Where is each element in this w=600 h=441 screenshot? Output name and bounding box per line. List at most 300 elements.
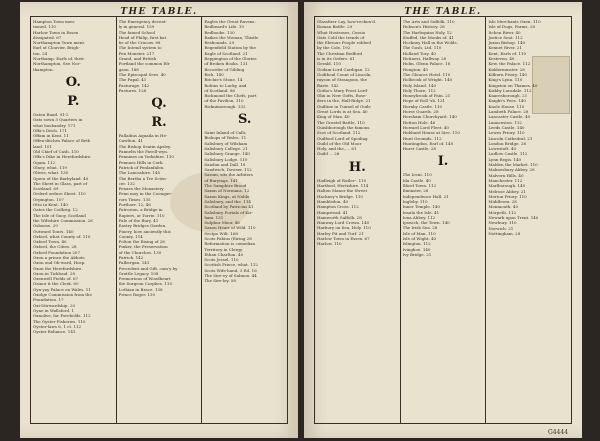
section-letter: P. — [67, 93, 80, 109]
index-entry: Horsham Churchyard. 140 — [402, 114, 457, 120]
index-entry: Honeybrook of Pain. 21 — [402, 93, 451, 99]
index-entry: Marlborough. 140 — [488, 183, 526, 189]
index-entry: Hanway Lord Crown. 140 — [317, 220, 370, 226]
index-entry: Ipswich, the Town. 140 — [402, 220, 450, 226]
index-entry: Malden the Market. 110 — [488, 162, 538, 168]
index-entry: Rapiers, at Torrie. 110 — [118, 212, 165, 218]
left-page — [20, 2, 298, 438]
entries-top — [317, 19, 398, 157]
index-entry: Precedent and Gift, com'y by — [118, 265, 178, 271]
index-entry: Kennet River. 21 — [488, 45, 523, 51]
index-entry: Inner Temple. 140 — [402, 204, 440, 210]
section-letter: I. — [437, 154, 449, 170]
index-entry: Ivy Bridge. 21 — [402, 251, 432, 257]
left-col-2 — [117, 17, 203, 423]
index-entry: Oates the Coilbrig. 12 — [33, 207, 78, 213]
index-entry: Halton Manor the Street — [317, 188, 368, 194]
index-entry: Guild ... 28 — [317, 151, 340, 157]
index-entry: Orpington. 107 — [33, 196, 64, 202]
right-page-frame — [314, 7, 572, 424]
index-entry: Great Lords is at Sea. 40 — [317, 109, 368, 115]
index-entry: Saxon Heart of Wild. 110 — [204, 225, 256, 231]
index-entry: thampton. — [33, 66, 54, 72]
index-entry: The Episcopal Sees. 40 — [118, 71, 166, 77]
entries-bottom — [488, 162, 569, 236]
index-entry: Newbury. 110 — [488, 220, 517, 226]
index-entry: what husbandry. 171 — [33, 122, 76, 128]
index-entry: Salisbury of Wilsham — [204, 140, 248, 146]
index-entry: Hongton. 40 — [402, 66, 428, 72]
index-entry: Hotinest, Hallway. 28 — [402, 56, 447, 62]
index-entry: Horse Guards. 28 — [402, 109, 439, 115]
index-entry: The Samphire Brood — [204, 183, 247, 189]
index-entry: Pannelts the Pavell-wyn. — [118, 149, 169, 155]
index-entry: Hamworth Suffolk. 28 — [317, 214, 362, 220]
index-entry: Merton Priory. 110 — [488, 193, 527, 199]
index-entry: Hurst Castle. 28 — [402, 146, 436, 152]
index-entry: Hockney Hall in the Wolds. — [402, 40, 458, 46]
index-entry: Pennines on Yorkshire. 110 — [118, 154, 174, 160]
index-entry: Oyster Reliance. 141 — [33, 329, 76, 335]
index-entry: Head of Philip, first bat — [118, 34, 167, 40]
index-entry: Lincoln Cathedral. 21 — [488, 135, 533, 141]
index-entry: Howard Lord Fleet. 40 — [402, 124, 449, 130]
index-entry: Oats Cold the trends of — [317, 34, 365, 40]
index-entry: Pinker, the Preservation — [118, 244, 168, 250]
left-page-frame — [30, 7, 288, 424]
left-col-3 — [202, 17, 287, 423]
index-entry: Gerald. 110 — [317, 61, 341, 67]
index-entry: Opera of the Barbyland. 40 — [33, 175, 89, 181]
index-entry: Grand, and British — [118, 56, 157, 62]
index-entry: The famed School — [118, 29, 156, 35]
index-entry: Hampstead. 41 — [317, 209, 348, 215]
index-entry: Kesteven. 40 — [488, 56, 515, 62]
index-entry: Patrorion, a Bridge in — [118, 207, 163, 213]
index-entry: Middlesex. 28 — [488, 199, 517, 205]
index-entry: Redbeard's Life. 19 — [204, 24, 244, 30]
index-entry: Scots Fabius (Eiring 28 — [204, 235, 252, 241]
index-entry: Guisbborough the famous — [317, 124, 370, 130]
index-entry: of the Pavilion. 110 — [204, 98, 244, 104]
index-entry: tioned. 110 — [33, 24, 56, 30]
entries-top — [403, 19, 484, 151]
index-entry: The Sire-ey of Salmon. 44 — [204, 273, 257, 279]
index-entry: Porthorr. 12, 46 — [118, 202, 151, 208]
index-entry: Scotland. 69 — [33, 186, 59, 192]
index-entry: Saint Inland of Calls — [204, 130, 246, 136]
index-entry: The Glouces Hotel. 110 — [402, 71, 451, 77]
index-entry: Territory in Clergy. — [204, 246, 243, 252]
index-entry: Regenfield Station by the — [204, 45, 256, 51]
index-entry: Malmesbury Abbey. 28 — [488, 167, 535, 173]
index-entry: Saxon Kings, at Noble — [204, 193, 250, 199]
index-entry: Isle of Man. 110 — [402, 230, 436, 236]
index-entry: Hope of Roll 'sh. 131 — [402, 98, 446, 104]
index-entry: Kidderminster. 28 — [488, 66, 525, 72]
index-entry: Launceston. 112 — [488, 119, 522, 125]
index-entry: ly in general. 159 — [118, 24, 155, 30]
index-entry: Patrick. 142 — [118, 254, 144, 260]
index-entry: Offa's Dike in Herefordshire. — [33, 154, 92, 160]
index-entry: The Papal. 41 — [118, 77, 147, 83]
index-entry: Isle of Dogs, Farms. 28 — [488, 24, 536, 30]
index-entry: Knole House. 110 — [488, 103, 525, 109]
index-entry: Leeds Castle. 140 — [488, 124, 525, 130]
index-entry: Earl of Clouvier, Brigh- — [33, 45, 80, 51]
index-entry: The Christian Bedford — [317, 50, 363, 56]
index-entry: Orderd ordure Sheet. 110 — [33, 191, 86, 197]
index-entry: Raikes the Woman, Thistle — [204, 34, 259, 40]
index-entry: Scottish Prince, what. 112 — [204, 262, 258, 268]
index-entry: dissipated. 67 — [33, 34, 62, 40]
index-entry: rayson of Strangons, the — [317, 77, 367, 83]
index-entry: Oxon the Herefordshire. — [33, 265, 83, 271]
index-entry: The Sheet in Glass, part of — [33, 180, 88, 186]
index-entry: Eagle of Scotland. 21 — [204, 50, 248, 56]
index-entry: The Oyster Fisheries. 110 — [33, 318, 86, 324]
index-entry: Pasturage. 142 — [118, 82, 150, 88]
index-entry: Gotho's Mary Prest Lord- — [317, 87, 369, 93]
index-entry: of Broken Books. 131 — [204, 61, 248, 67]
right-col-1 — [315, 17, 401, 423]
index-entry: Scot of Scotland. 112 — [317, 130, 361, 136]
index-entry: Oxenwell Fields of. 67 — [33, 276, 79, 282]
index-entry: Lancaster Castle. 40 — [488, 114, 531, 120]
index-entry: Itchen River. 40 — [488, 29, 521, 35]
index-entry: Old Chief of Cash. 110 — [33, 149, 79, 155]
index-entry: gaon. 188 — [118, 66, 139, 72]
index-entry: Guilford Lord of Spoiling — [317, 135, 368, 141]
index-entry: Ludlow Castle. 112 — [488, 151, 528, 157]
index-entry: Cawlton. 41 — [118, 138, 144, 144]
index-entry: Penaes the Monastery — [118, 186, 164, 192]
index-entry: Lewes Priory. 110 — [488, 130, 525, 136]
index-entry: rors Times. 135 — [118, 196, 151, 202]
index-entry: Holm, Glenn Palace. 18 — [402, 61, 451, 67]
index-entry: is in its Orders. 61 — [317, 56, 355, 62]
index-entry: Eastry Bridges Garden. — [118, 223, 167, 229]
index-entry: Richmond the Chefs, part — [204, 93, 257, 99]
index-entry: County. 114 — [118, 233, 143, 239]
index-entry: by the Cole. 192 — [317, 45, 351, 51]
index-entry: King's Lynn. 110 — [488, 77, 523, 83]
index-entry: Nottingham. 28 — [488, 230, 521, 236]
index-entry: Isle of Wight. 40 — [402, 235, 437, 241]
index-entry: Guild of the Old Moor — [317, 140, 362, 146]
index-entry: Bishops of Wales. 11 — [204, 135, 247, 141]
index-entry: The Lancashire. 145 — [118, 170, 161, 176]
index-entry: Patrick of Penlanfalen. — [118, 164, 165, 170]
index-entry: Robins to Lucky, and — [204, 82, 247, 88]
index-entry: Juxon Bishop. 140 — [488, 40, 526, 46]
index-entry: Ingleby. 110 — [402, 198, 428, 204]
index-entry: Hampton Cross. 112 — [317, 204, 359, 210]
index-entry: Foundation. 17 — [33, 297, 64, 303]
index-entry: The Sire-ley. 58 — [204, 278, 236, 284]
index-entry: Newark upon Trent. 140 — [488, 214, 539, 220]
index-entry: Iona Abbey. 112 — [402, 214, 436, 220]
index-entry: Oxnolive, for Foreholds. 112 — [33, 313, 91, 319]
index-entry: Oyster-laws 6, 1 ct. 112 — [33, 323, 82, 329]
index-entry: Holy, and the,.... 61 — [317, 146, 357, 152]
index-entry: Olin in New Gofts, Rose- — [317, 93, 367, 99]
index-entry: of the Churches. 130 — [118, 249, 162, 255]
index-entry: Ricknimerough. 132 — [204, 103, 246, 109]
index-entry: Melrose Abbey. 21 — [488, 188, 526, 194]
index-entry: Stuffed, the Monks of. 41 — [402, 34, 454, 40]
index-entry: Portland the common Eli- — [118, 61, 171, 67]
section-letter: S. — [237, 112, 252, 128]
letters — [33, 75, 114, 110]
right-col-2 — [401, 17, 487, 423]
index-entry: Oats sown 3 Quarters in — [33, 117, 83, 123]
index-entry: of Scotland. 86 — [204, 87, 235, 93]
index-entry: Holbrook of Wright. 140 — [402, 77, 453, 83]
index-entry: The Bertha a Tre Scien- — [118, 175, 168, 181]
index-entry: Knight's Fees. 140 — [488, 98, 526, 104]
index-entry: Knaresborough. 21 — [488, 93, 528, 99]
index-entry: Pinery, how anciently this — [118, 228, 171, 234]
index-entry: Penn moy in the Coonque- — [118, 191, 172, 197]
left-page-header: THE TABLE. — [120, 7, 198, 17]
index-entry: Lothian in Brace. 138 — [118, 286, 163, 292]
index-entry: Hampton Town men- — [33, 19, 76, 24]
index-entry: Pastures. 128 — [118, 87, 147, 93]
index-entry: Sulphur Moor. 46 — [204, 220, 240, 226]
index-entry: Baste. 142 — [317, 82, 339, 88]
index-entry: King of Man. 40 — [317, 114, 350, 120]
index-entry: Lowestoft. 40 — [488, 146, 516, 152]
index-entry: What Hostesses, Cessio — [317, 29, 366, 35]
index-entry: Scots Jessel, 110 — [204, 257, 239, 263]
entries-bottom — [317, 178, 398, 247]
index-entry: Kent, Earls of. 110 — [488, 50, 527, 56]
index-entry: Recorder of Gilding — [204, 66, 245, 72]
index-entry: Grattle Legacy. 108 — [118, 270, 159, 276]
index-entry: Eagles the Great Ravens. — [204, 19, 256, 24]
letters — [403, 154, 484, 170]
index-entry: Hackney's Bridge. 110 — [317, 193, 363, 199]
index-entry: Saxon of Normans. 12 — [204, 188, 250, 194]
index-entry: Roman Battle. 29 — [317, 24, 353, 30]
index-entry: Morpeth. 112 — [488, 209, 517, 215]
index-entry: Oxford, the Cities. 28 — [33, 244, 77, 250]
index-entry: Justice Seat. 112 — [488, 34, 523, 40]
index-entry: Harlow. 110 — [317, 241, 342, 247]
entries-top — [119, 19, 200, 93]
index-entry: ton. 24 — [33, 50, 48, 56]
index-entry: Hadleigh of Rutler-. 110 — [317, 177, 367, 183]
index-entry: Salisbury Grange. 140 — [204, 151, 250, 157]
index-entry: Resbounds. 29 — [204, 40, 235, 46]
index-entry: Oaten Ruad. 91-2 — [33, 111, 69, 117]
entries-bottom — [33, 112, 114, 334]
index-entry: Sandwich, Dowser. 112 — [204, 167, 252, 173]
right-col-3 — [486, 17, 571, 423]
index-entry: Redbooke. 130 — [204, 29, 235, 35]
index-entry: Ozinor it the Clerk. 60 — [33, 281, 79, 287]
index-entry: Ida Castle. 40 — [402, 177, 431, 183]
index-entry: be of the Cracow. 88 — [118, 40, 161, 46]
index-entry: Kirkby Lonsdale. 112 — [488, 87, 532, 93]
index-entry: Hubbard House at Sire. 110 — [402, 130, 460, 136]
index-entry: ders in the, Hall-Ridge. 21 — [317, 98, 371, 104]
index-entry: Harbury on Sea, Holy. 110 — [317, 225, 371, 231]
index-entry: Hambledon. 40 — [317, 198, 349, 204]
index-entry: Glassfirer Lay, how-reckon'd. — [317, 19, 377, 24]
index-entry: of Buryings. 141 — [204, 177, 238, 183]
index-entry: Hotton Hole. 46 — [402, 119, 436, 125]
index-entry: The Intend system to — [118, 45, 162, 51]
index-entry: Ogam. 112 — [33, 159, 56, 165]
entries-top — [488, 19, 569, 162]
entries-bottom — [119, 133, 200, 297]
index-entry: Norwich. 21 — [488, 225, 514, 231]
index-entry: Hornby Castle. 110 — [402, 103, 443, 109]
index-entry: Rich. 140 — [204, 71, 224, 77]
index-entry: Insula the Isle. 41 — [402, 209, 440, 215]
section-letter: O. — [65, 74, 81, 90]
index-entry: land. 101 — [33, 143, 52, 149]
index-entry: Oxolge Commission from the — [33, 292, 92, 298]
entries-bottom — [403, 172, 484, 257]
index-entry: Salisbury College. 21 — [204, 145, 248, 151]
index-entry: Kingston on Thames. 40 — [488, 82, 538, 88]
index-entry: Godam-Lord Cardigan. 12 — [317, 66, 370, 72]
index-entry: Oyn-yay Palace on Wales. 11 — [33, 286, 91, 292]
index-entry: Kew, the Palace. 112 — [488, 61, 531, 67]
index-entry: The Bishop Seatin Apsley. — [118, 143, 172, 149]
index-entry: the Wiltshire Commission. 26 — [33, 217, 93, 223]
index-entry: Manchester. 112 — [488, 177, 523, 183]
entries-top — [33, 19, 114, 72]
index-entry: Scotland by Patricias 41 — [204, 204, 254, 210]
index-entry: Oxon a prince the Abbots — [33, 254, 85, 260]
index-entry: The Emergency decent- — [118, 19, 167, 24]
index-entry: Holy Island. 140 — [402, 82, 436, 88]
index-entry: Ritchie's Stone. 14 — [204, 77, 243, 83]
index-entry: Reformation is comedian — [204, 241, 256, 247]
index-entry: ham. 131 — [204, 214, 224, 220]
index-entry: Oxford, what County of. 110 — [33, 233, 91, 239]
index-entry: Hunt Grounds. 112 — [402, 135, 442, 141]
index-entry: Northampton. See Nor- — [33, 61, 81, 67]
index-entry: The Isle of Guoy, Scotland — [33, 212, 86, 218]
index-entry: Pennaes Hills in Cork. — [118, 159, 164, 165]
index-entry: Pale of the Bury. 41 — [118, 217, 159, 223]
index-entry: the Ebrious People robbed — [317, 40, 371, 46]
index-entry: Ethan Charlton. 40 — [204, 251, 244, 257]
index-entry: Prince Roger. 130 — [118, 292, 156, 298]
index-entry: Harlow Town in Essex — [33, 29, 78, 35]
index-entry: Sandon and Dall. 18 — [204, 161, 246, 167]
index-entry: Oxford Foundation 207 — [33, 249, 81, 255]
index-entry: Salisbury Lodge. 110 — [204, 156, 248, 162]
entries-bottom — [204, 130, 285, 284]
index-entry: Kilburn Priory. 140 — [488, 71, 527, 77]
index-entry: Ivinghoe. 140 — [402, 246, 431, 252]
index-entry: Reppington of the Glories — [204, 56, 257, 62]
section-letter: Q. — [151, 96, 167, 112]
index-entry: Palladius Aquaila in He- — [118, 133, 168, 139]
index-entry: Salisbury Portals of Kir- — [204, 209, 253, 215]
index-entry: Offen-ditches Palace of Beth — [33, 138, 91, 144]
index-entry: The Irish Sea. 28 — [402, 225, 438, 231]
section-letter: H. — [348, 159, 366, 175]
index-entry: Polton the Rising of 28 — [118, 239, 165, 245]
index-entry: Huntingdon, Earl of. 140 — [402, 140, 454, 146]
index-entry: Holland Tory. 40 — [402, 50, 436, 56]
entries-top — [204, 19, 285, 109]
index-entry: Scots Wife-hand, 3 Ed. 16 — [204, 267, 257, 273]
index-entry: Harlow Town in Essex. 67 — [317, 235, 370, 241]
index-entry: Islington. 112 — [402, 241, 431, 247]
index-entry: The Gosh, Ltd. 110 — [402, 45, 442, 51]
left-col-1 — [31, 17, 117, 423]
index-entry: The Arts and Suffolk. 110 — [402, 19, 455, 24]
index-entry: The Greatel Battle, 110 — [317, 119, 365, 125]
right-page-header: THE TABLE. — [404, 7, 482, 17]
index-entry: Sectpo Wilt. 168 — [204, 230, 238, 236]
index-entry: Guiltine in Tunnel of Guile — [317, 103, 371, 109]
letters — [204, 112, 285, 128]
index-entry: Lynn Regis. 140 — [488, 156, 522, 162]
index-entry: the Surgeon Corphes. 110 — [118, 281, 173, 287]
index-entry: Godtheal Count of Lincoln, — [317, 71, 372, 77]
index-entry: Hobson's History. 28 — [402, 24, 445, 30]
index-entry: Harley Pit and Turf. 21 — [317, 230, 364, 236]
page-signature: G4444 — [547, 429, 568, 436]
letters — [317, 160, 398, 176]
index-entry: Osborne. 29 — [33, 223, 58, 229]
letters — [119, 96, 200, 131]
index-entry: London Bridge. 28 — [488, 140, 527, 146]
index-entry: Northamp. Earls of, their — [33, 56, 85, 62]
index-entry: Outward Tours. 140 — [33, 228, 74, 234]
index-entry: Oxi-Stirwardship. 20 — [33, 302, 76, 308]
index-entry: Lambeth Palace. 28 — [488, 109, 529, 115]
index-entry: Hartford, Hertishire. 114 — [317, 183, 369, 189]
index-entry: cer. 132 — [118, 180, 135, 186]
index-entry: Offam in Kent. 11 — [33, 133, 69, 139]
index-entry: Oyne in Wallsford. 1 — [33, 307, 75, 313]
index-entry: Northampton Town ment. — [33, 40, 86, 46]
index-entry: Ilminster, 28 — [402, 188, 429, 194]
index-entry: Oxford Town. 40 — [33, 239, 67, 245]
index-entry: Offa's Ditch. 171 — [33, 127, 68, 133]
index-entry: Salisbury, and the. 114 — [204, 198, 251, 204]
index-entry: Isle Merchants Oxen. 110 — [488, 19, 541, 24]
index-entry: Oxon ond Ob-ward, Hosp. — [33, 260, 86, 266]
index-entry: Oxon in Ticklond. 28 — [33, 270, 75, 276]
index-entry: Premorious of Woodheart — [118, 276, 171, 282]
index-entry: Independence Hall. 21 — [402, 193, 449, 199]
index-entry: Pen Monster. 217 — [118, 50, 155, 56]
index-entry: Holy Thorn. 112 — [402, 87, 436, 93]
section-letter: R. — [151, 115, 167, 131]
index-entry: Sarum, sits the Arbiters — [204, 172, 253, 178]
index-entry: Monmouth. 40 — [488, 204, 519, 210]
index-entry: Malvern Hills. 40 — [488, 172, 524, 178]
index-entry: Otto in Kent. 140 — [33, 202, 68, 208]
index-entry: The Harlequins Holy. 12 — [402, 29, 452, 35]
index-entry: Olives, what. 135 — [33, 170, 69, 176]
index-entry: Palbergan. 141 — [118, 260, 150, 266]
index-entry: The Iceni. 110 — [402, 172, 432, 178]
index-entry: Ilford Town. 112 — [402, 183, 437, 189]
right-page — [304, 2, 582, 438]
